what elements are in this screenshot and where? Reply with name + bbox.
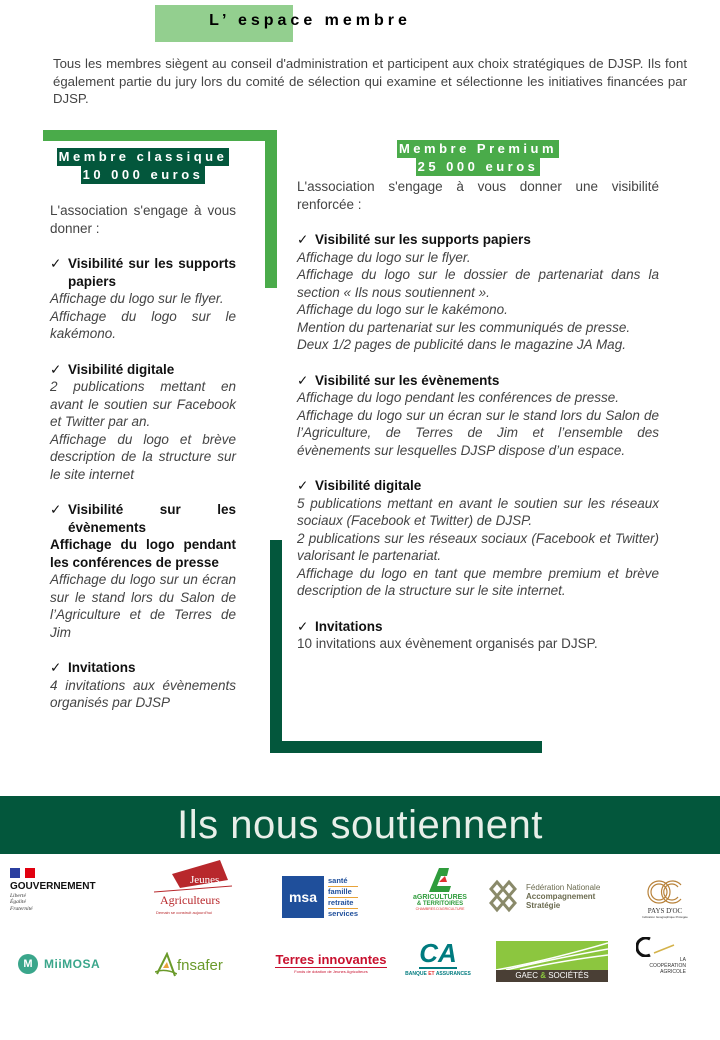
svg-text:Agriculteurs: Agriculteurs <box>160 893 220 907</box>
logo-text: LA <box>679 957 686 963</box>
logo-fnsafer <box>155 950 245 980</box>
premium-price-badge: 25 000 euros <box>417 159 539 174</box>
check-icon: ✓ <box>297 232 309 247</box>
classic-section-invitations <box>50 659 236 712</box>
logo-gaec-societes <box>496 941 608 982</box>
check-icon: ✓ <box>50 502 62 517</box>
fnas-mark-icon <box>488 879 522 913</box>
logo-text: GAEC <box>515 971 541 980</box>
logo-fnas <box>488 876 638 916</box>
frame-dark-left <box>270 540 282 753</box>
intro-paragraph: Tous les membres siègent au conseil d'administration et participent aux choix stratégiques de DJSP. Ils font également partie du jury lors du comité de sélection qui examine et sélectionne les initiatives financées par DJSP. <box>53 56 687 106</box>
section-item: Deux 1/2 pages de publicité dans le magazine JA Mag. <box>297 337 626 352</box>
section-title: Visibilité digitale <box>68 361 175 377</box>
classic-name-badge: Membre classique <box>58 149 228 164</box>
check-icon: ✓ <box>50 256 62 271</box>
logo-text: aGRICULTURES <box>413 893 467 901</box>
logo-text: Fraternité <box>10 905 33 912</box>
logo-jeunes-agriculteurs <box>152 858 234 918</box>
logo-text: & <box>540 971 546 980</box>
logo-credit-agricole <box>405 935 471 981</box>
section-item: 2 publications sur les réseaux sociaux (Facebook et Twitter) valorisant le partenariat. <box>297 530 659 563</box>
logo-text: & TERRITOIRES <box>416 900 464 907</box>
section-item: Affichage du logo sur le kakémono. <box>297 302 508 317</box>
section-item: Mention du partenariat sur les communiqués de presse. <box>297 319 631 335</box>
section-item: 2 publications mettant en avant le soutien sur Facebook et Twitter par an. <box>50 379 236 429</box>
msa-mark-icon: msa <box>282 876 324 918</box>
section-item: 4 invitations aux évènements organisés par DJSP <box>50 677 236 710</box>
check-icon: ✓ <box>50 660 62 675</box>
svg-text:Demain se construit aujourd'hu: Demain se construit aujourd'hui <box>156 910 212 915</box>
premium-section-paper <box>297 231 659 354</box>
logo-text: retraite <box>328 898 358 909</box>
logo-text: Fédération Nationale <box>526 882 601 892</box>
gaec-field-icon <box>496 941 608 970</box>
premium-section-digital <box>297 477 659 600</box>
check-icon: ✓ <box>297 478 309 493</box>
logo-text: ET <box>428 971 435 977</box>
ca-mark-icon: CA <box>419 938 457 968</box>
ja-logo-icon <box>152 858 234 918</box>
premium-section-events <box>297 372 659 460</box>
section-title: Invitations <box>315 618 383 634</box>
classic-price-badge: 10 000 euros <box>82 167 204 182</box>
section-title: Visibilité sur les supports papiers <box>315 232 531 247</box>
logo-text: Égalité <box>10 899 26 906</box>
section-item: Affichage du logo sur le dossier de partenariat dans la section « Ils nous soutiennent ». <box>297 267 659 300</box>
logo-text: Stratégie <box>526 900 561 910</box>
section-item: Affichage du logo sur le kakémono. <box>50 308 236 341</box>
premium-section-invitations <box>297 618 659 653</box>
logo-text: COOPÉRATION <box>649 963 686 969</box>
logo-text: services <box>328 908 359 918</box>
section-item: Affichage du logo sur un écran sur le stand lors du Salon de l’Agriculture, de Terres de Jim et l’ensemble des évènements sur lesquelles DJSP dispose d’un espace. <box>297 407 659 458</box>
classic-section-paper <box>50 255 236 343</box>
logo-text: SOCIÉTÉS <box>546 971 589 980</box>
pays-doc-mark-icon <box>645 877 685 907</box>
premium-lead: L'association s'engage à vous donner une visibilité renforcée : <box>297 179 659 212</box>
section-title: Visibilité sur les évènements <box>68 502 236 535</box>
section-item: 10 invitations aux évènement organisés par DJSP. <box>297 636 598 651</box>
classic-section-events <box>50 501 236 641</box>
page-title: L’ espace membre <box>209 12 411 29</box>
logo-text: Liberté <box>10 892 26 899</box>
logo-text: Indication Géographique Protégée <box>642 915 688 919</box>
premium-membership <box>297 140 659 653</box>
logo-text: Terres innovantes <box>275 951 387 967</box>
section-item: Affichage du logo sur le flyer. <box>297 249 471 265</box>
section-item: Affichage du logo sur un écran sur le stand lors du Salon de l’Agriculture et de Terres de Jim <box>50 572 236 640</box>
frame-light-top <box>43 130 277 141</box>
logo-text: CHAMBRES D'AGRICULTURE <box>415 906 465 911</box>
logo-text: AGRICOLE <box>660 969 686 975</box>
section-title: Visibilité sur les évènements <box>315 372 500 388</box>
premium-name-badge: Membre Premium <box>398 141 558 156</box>
logo-text: ASSURANCES <box>434 971 471 977</box>
logo-text: Fonds de dotation de Jeunes Agriculteurs <box>294 968 368 974</box>
frame-light-right <box>265 130 277 288</box>
classic-membership <box>50 148 236 712</box>
logo-text: famille <box>328 887 358 898</box>
logo-text: fnsafer <box>177 956 223 974</box>
miimosa-mark-icon: M <box>18 954 38 974</box>
section-title: Visibilité digitale <box>315 478 422 493</box>
logo-miimosa <box>18 952 118 976</box>
fnsafer-mark-icon <box>155 952 177 978</box>
section-item: Affichage du logo et brève description de la structure sur le site internet <box>50 431 236 482</box>
logo-text: GOUVERNEMENT <box>10 880 96 892</box>
logo-text: santé <box>328 876 358 887</box>
section-item: Affichage du logo pendant les conférences de presse <box>50 537 236 570</box>
logo-agricultures-territoires <box>410 860 470 916</box>
section-item: 5 publications mettant en avant le soutien sur les réseaux sociaux (Facebook et Twitter) de DJSP. <box>297 495 659 528</box>
classic-section-digital <box>50 361 236 484</box>
section-title: Invitations <box>68 660 136 675</box>
logo-text: Accompagnement <box>526 891 596 901</box>
logo-text: MiiMOSA <box>44 957 101 971</box>
section-item: Affichage du logo pendant les conférences de presse. <box>297 390 619 405</box>
supporters-banner: Ils nous soutiennent <box>0 796 720 854</box>
section-item: Affichage du logo en tant que membre premium et brève description de la structure sur le site internet. <box>297 565 659 598</box>
classic-lead: L'association s'engage à vous donner : <box>50 203 236 236</box>
coop-mark-icon <box>636 937 676 957</box>
section-title: Visibilité sur les supports papiers <box>68 256 236 289</box>
section-item: Affichage du logo sur le flyer. <box>50 291 224 306</box>
agri-mark-icon <box>425 866 455 894</box>
logo-cooperation-agricole <box>636 933 686 979</box>
frame-dark-bottom <box>270 741 542 753</box>
logo-text: PAYS D'OC <box>647 907 683 915</box>
french-flag-icon <box>10 868 35 878</box>
svg-text:Jeunes: Jeunes <box>190 874 220 886</box>
logo-terres-innovantes <box>268 950 394 976</box>
logo-msa <box>282 876 374 918</box>
logo-text: BANQUE <box>405 971 429 977</box>
check-icon: ✓ <box>297 372 309 388</box>
check-icon: ✓ <box>50 361 62 377</box>
logo-gouvernement <box>10 862 110 918</box>
check-icon: ✓ <box>297 618 309 634</box>
logo-pays-doc <box>636 873 694 923</box>
